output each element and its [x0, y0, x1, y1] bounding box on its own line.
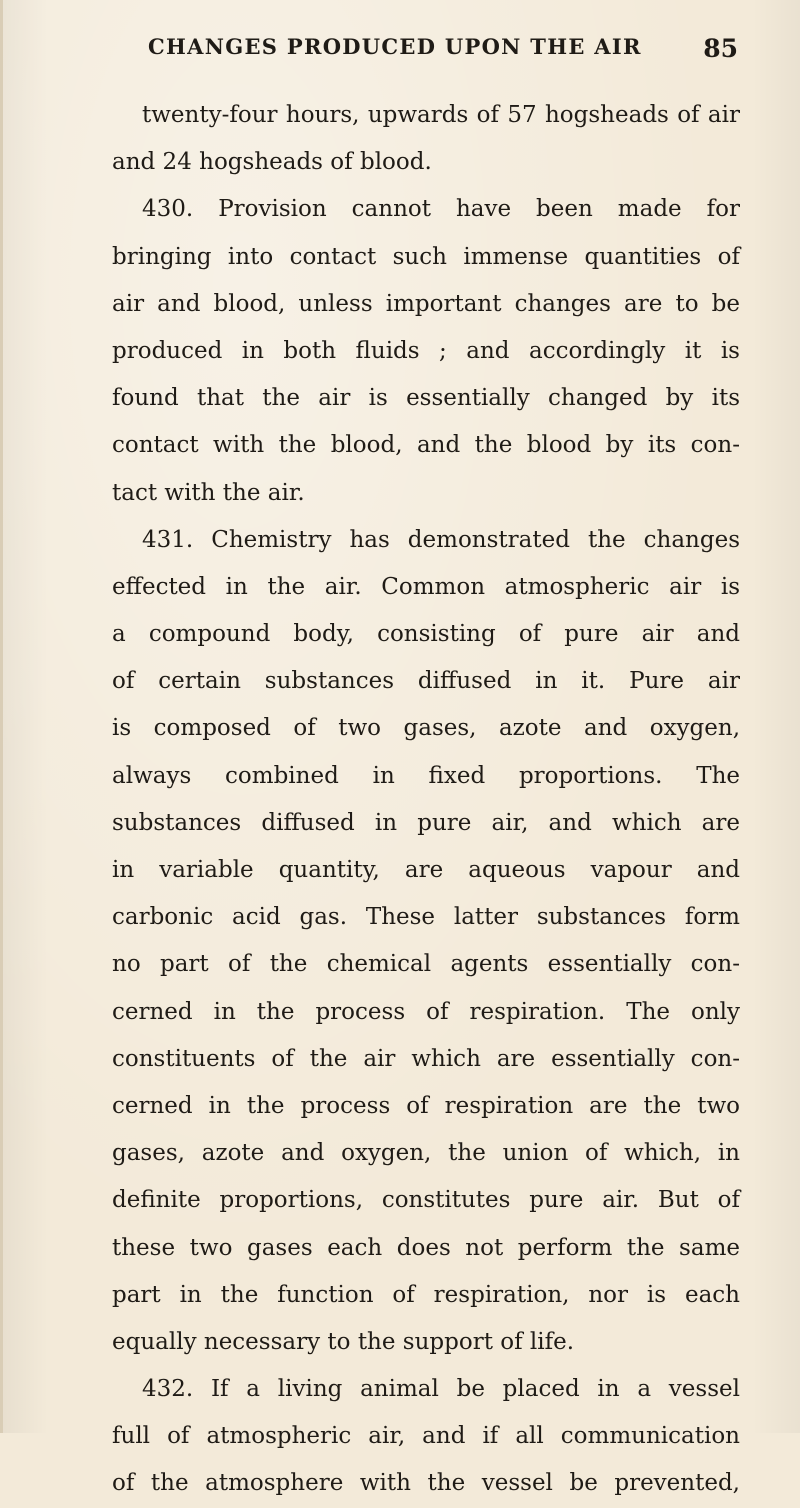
text-line: definite proportions, constitutes pure air. But of [112, 1187, 740, 1214]
text-line: full of atmospheric air, and if all communication [112, 1423, 740, 1450]
text-line: always combined in fixed proportions. The [112, 762, 740, 789]
text-line: no part of the chemical agents essentially con- [112, 951, 740, 978]
text-line: carbonic acid gas. These latter substances form [112, 904, 740, 931]
text-line: twenty-four hours, upwards of 57 hogsheads of air [142, 102, 740, 128]
text-line: in variable quantity, are aqueous vapour and [112, 857, 740, 883]
text-line: a compound body, consisting of pure air and [112, 621, 740, 648]
text-line: constituents of the air which are essentially con- [112, 1045, 740, 1072]
page-edge [0, 0, 3, 1433]
running-head: CHANGES PRODUCED UPON THE AIR [148, 34, 642, 59]
text-line: effected in the air. Common atmospheric air is [112, 573, 740, 600]
text-line: 431. Chemistry has demonstrated the changes [142, 526, 740, 553]
text-line: gases, azote and oxygen, the union of which, in [112, 1140, 740, 1167]
page-number: 85 [703, 34, 738, 63]
text-line: equally necessary to the support of life. [112, 1328, 575, 1355]
text-line: air and blood, unless important changes are to be [112, 290, 740, 317]
text-line: of the atmosphere with the vessel be prevented, [112, 1470, 740, 1497]
text-line: cerned in the process of respiration. The only [112, 998, 740, 1025]
text-line: contact with the blood, and the blood by its con- [112, 432, 740, 459]
text-line: 430. Provision cannot have been made for [142, 196, 740, 223]
text-line: part in the function of respiration, nor is each [112, 1281, 740, 1308]
text-line: found that the air is essentially changed by its [112, 385, 740, 412]
text-line: and 24 hogsheads of blood. [112, 149, 432, 176]
page-header [148, 34, 738, 66]
text-line: is composed of two gases, azote and oxygen, [112, 715, 740, 742]
text-line: these two gases each does not perform the same [112, 1234, 740, 1261]
text-line: bringing into contact such immense quantities of [112, 243, 740, 270]
text-line: substances diffused in pure air, and which are [112, 809, 740, 836]
text-line: cerned in the process of respiration are the two [112, 1092, 740, 1119]
body-text [112, 92, 740, 1508]
text-line: produced in both fluids ; and accordingly it is [112, 337, 740, 364]
text-line: tact with the air. [112, 479, 305, 506]
text-line: 432. If a living animal be placed in a vessel [142, 1376, 740, 1403]
text-line: of certain substances diffused in it. Pure air [112, 668, 740, 695]
